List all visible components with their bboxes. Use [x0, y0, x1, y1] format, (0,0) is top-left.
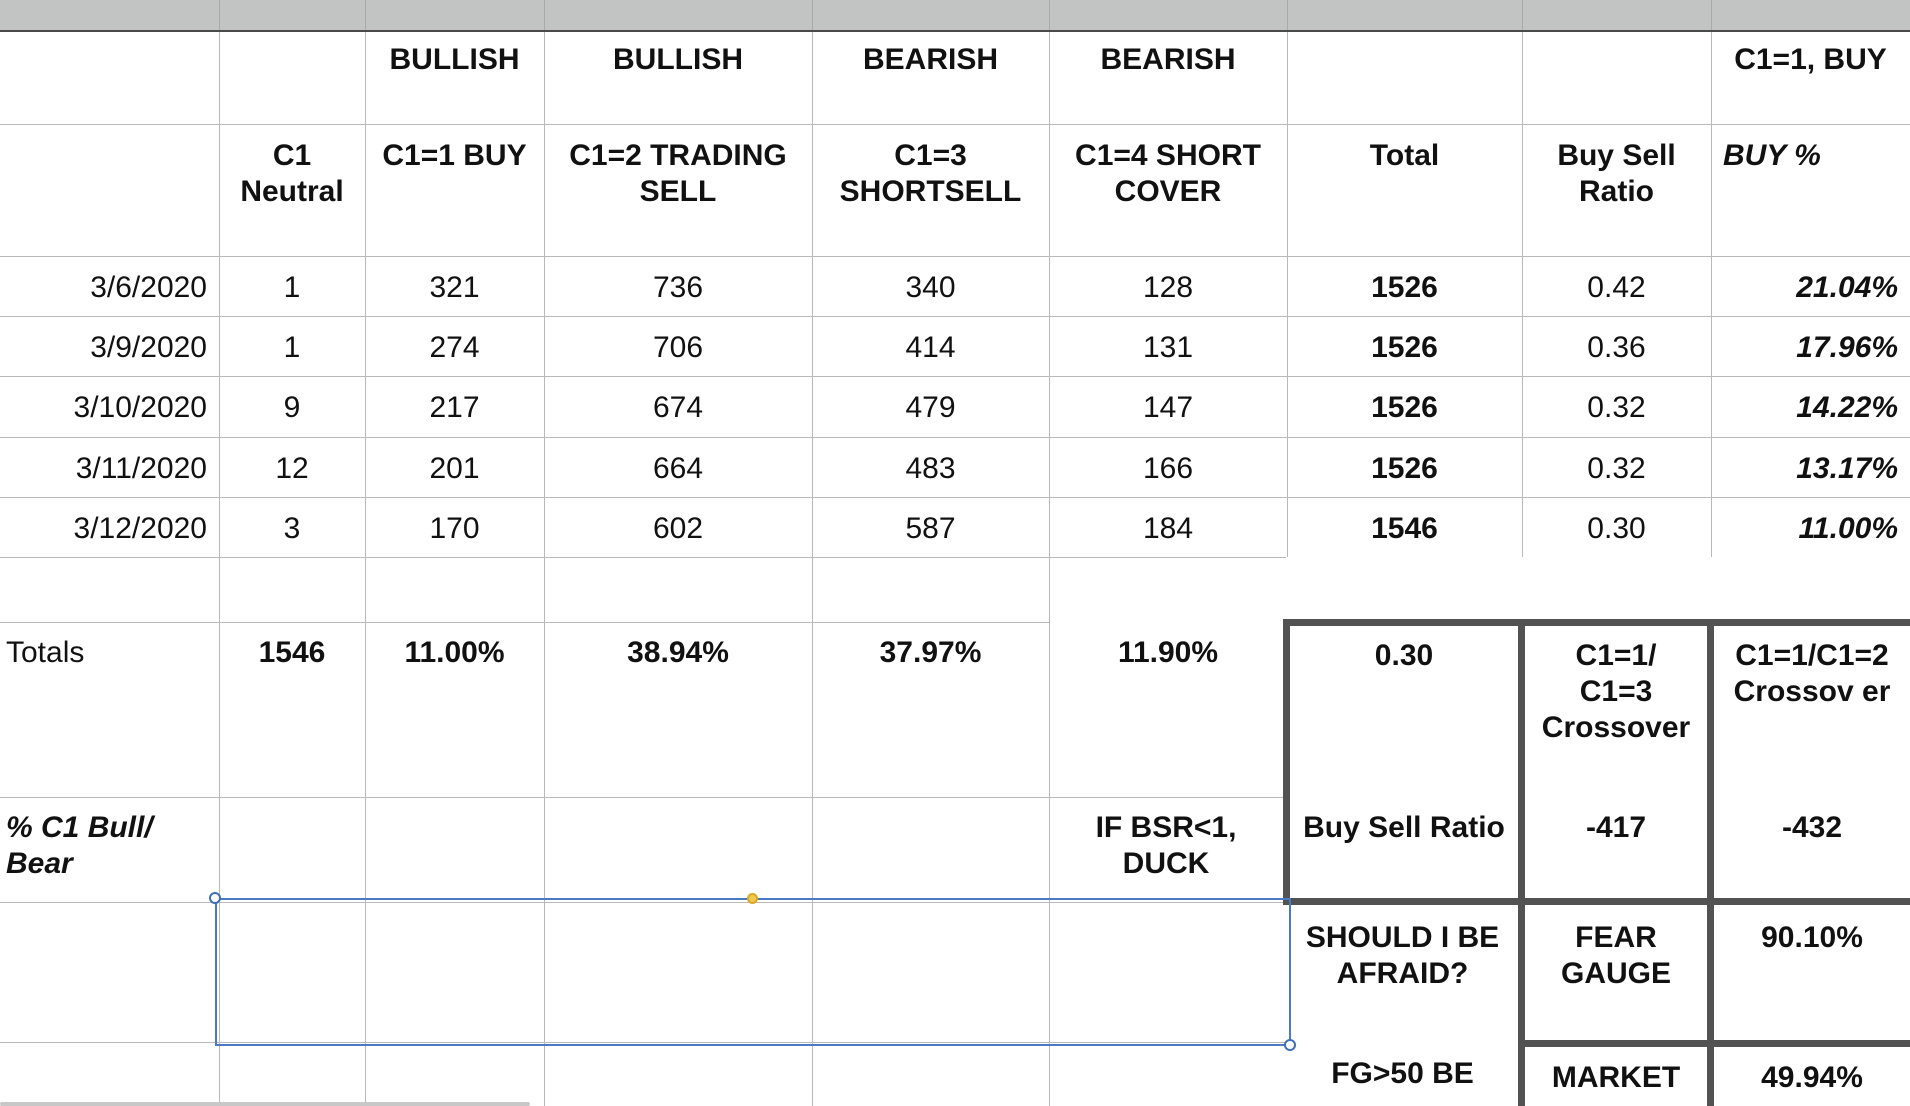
totals-trading-sell-pct[interactable]: 38.94% — [627, 636, 729, 669]
cell-buy[interactable]: 321 — [429, 271, 480, 304]
buy-sell-ratio-label[interactable]: Buy Sell Ratio — [1303, 811, 1505, 844]
column-separator[interactable] — [544, 0, 545, 30]
cell-short-cover[interactable]: 131 — [1142, 331, 1194, 364]
column-separator[interactable] — [365, 0, 366, 30]
cell-trading-sell[interactable]: 706 — [652, 331, 704, 364]
column-header-bar[interactable] — [0, 0, 1910, 32]
column-separator[interactable] — [812, 0, 813, 30]
header-bullish-1[interactable]: BULLISH — [389, 43, 520, 76]
cell-total[interactable]: 1546 — [1371, 512, 1438, 545]
cell-shortsell[interactable]: 414 — [905, 331, 956, 364]
cell-buy-pct[interactable]: 11.00% — [1798, 512, 1898, 545]
cell-short-cover[interactable]: 147 — [1142, 391, 1194, 424]
header-bullish-2[interactable]: BULLISH — [613, 43, 743, 76]
cell-ratio[interactable]: 0.32 — [1587, 452, 1646, 485]
cell-buy-pct[interactable]: 17.96% — [1796, 331, 1898, 364]
cell-shortsell[interactable]: 340 — [905, 271, 956, 304]
grid-line — [0, 557, 1286, 558]
header-bearish-2[interactable]: BEARISH — [1100, 43, 1236, 76]
cell-trading-sell[interactable]: 664 — [652, 452, 704, 485]
cell-ratio[interactable]: 0.32 — [1587, 391, 1646, 424]
cell-ratio[interactable]: 0.30 — [1587, 512, 1646, 545]
header-c1-neutral[interactable]: C1 Neutral — [240, 139, 344, 208]
header-c1-buy-count[interactable]: C1=1 BUY — [382, 139, 527, 172]
summary-ratio-value[interactable]: 0.30 — [1374, 639, 1434, 672]
cell-date[interactable]: 3/10/2020 — [73, 391, 207, 424]
grid-line — [0, 437, 1910, 438]
cell-neutral[interactable]: 3 — [283, 512, 301, 545]
totals-buy-pct[interactable]: 11.00% — [404, 636, 505, 669]
summary-border — [1283, 619, 1910, 626]
grid-line — [0, 256, 1910, 257]
cell-ratio[interactable]: 0.36 — [1587, 331, 1646, 364]
header-buy-pct[interactable]: BUY % — [1723, 139, 1821, 172]
cell-short-cover[interactable]: 166 — [1142, 452, 1194, 485]
cell-total[interactable]: 1526 — [1371, 391, 1438, 424]
summary-c1-c3-crossover-label[interactable]: C1=1/ C1=3 Crossover — [1541, 639, 1691, 744]
fear-gauge-value[interactable]: 90.10% — [1761, 921, 1863, 954]
selection-handle-top-middle[interactable] — [747, 893, 758, 904]
cell-neutral[interactable]: 9 — [283, 391, 301, 424]
summary-border — [1522, 1040, 1910, 1047]
fg-label[interactable]: FG>50 BE — [1331, 1057, 1474, 1090]
column-separator[interactable] — [1522, 0, 1523, 30]
totals-total[interactable]: 1546 — [258, 636, 326, 669]
summary-border — [1283, 619, 1290, 905]
summary-c1-c2-crossover-label[interactable]: C1=1/C1=2 Crossov er — [1733, 639, 1891, 708]
cell-short-cover[interactable]: 184 — [1142, 512, 1194, 545]
fear-gauge-label[interactable]: FEAR GAUGE — [1560, 921, 1671, 990]
grid-line — [0, 622, 1049, 623]
cell-neutral[interactable]: 12 — [275, 452, 309, 485]
summary-border — [1707, 619, 1714, 1106]
summary-border — [1518, 619, 1525, 1106]
market-label[interactable]: MARKET — [1551, 1061, 1681, 1094]
cell-short-cover[interactable]: 128 — [1142, 271, 1194, 304]
totals-label[interactable]: Totals — [6, 636, 85, 669]
cell-date[interactable]: 3/11/2020 — [75, 452, 207, 485]
cell-trading-sell[interactable]: 602 — [652, 512, 704, 545]
cell-date[interactable]: 3/9/2020 — [90, 331, 207, 364]
column-separator[interactable] — [219, 0, 220, 30]
grid-line — [0, 497, 1910, 498]
c1-c2-crossover-value[interactable]: -432 — [1781, 811, 1843, 844]
cell-ratio[interactable]: 0.42 — [1587, 271, 1646, 304]
cell-buy[interactable]: 170 — [429, 512, 480, 545]
column-separator[interactable] — [1287, 0, 1288, 30]
header-bearish-1[interactable]: BEARISH — [862, 43, 998, 76]
column-separator[interactable] — [1049, 0, 1050, 30]
cell-date[interactable]: 3/12/2020 — [73, 512, 207, 545]
selection-handle-bottom-right[interactable] — [1284, 1039, 1296, 1051]
grid-line — [0, 797, 1287, 798]
cell-neutral[interactable]: 1 — [283, 271, 301, 304]
afraid-label[interactable]: SHOULD I BE AFRAID? — [1305, 921, 1500, 990]
header-c1-trading-sell[interactable]: C1=2 TRADING SELL — [569, 139, 787, 208]
bull-bear-label[interactable]: % C1 Bull/ Bear — [6, 811, 153, 880]
cell-buy[interactable]: 217 — [429, 391, 480, 424]
cell-buy-pct[interactable]: 21.04% — [1796, 271, 1898, 304]
cell-neutral[interactable]: 1 — [283, 331, 301, 364]
header-c1-short-cover[interactable]: C1=4 SHORT COVER — [1075, 139, 1261, 208]
header-c1-buy[interactable]: C1=1, BUY — [1734, 43, 1887, 76]
cell-shortsell[interactable]: 479 — [905, 391, 956, 424]
cell-buy[interactable]: 201 — [429, 452, 480, 485]
cell-buy-pct[interactable]: 13.17% — [1796, 452, 1898, 485]
cell-date[interactable]: 3/6/2020 — [90, 271, 207, 304]
column-separator[interactable] — [1711, 0, 1712, 30]
cell-total[interactable]: 1526 — [1371, 331, 1438, 364]
c1-c3-crossover-value[interactable]: -417 — [1585, 811, 1647, 844]
cell-trading-sell[interactable]: 674 — [652, 391, 704, 424]
grid-line — [0, 124, 1910, 125]
cell-shortsell[interactable]: 587 — [905, 512, 956, 545]
grid-line — [0, 316, 1910, 317]
market-value[interactable]: 49.94% — [1761, 1061, 1863, 1094]
header-buy-sell-ratio[interactable]: Buy Sell Ratio — [1557, 139, 1676, 208]
cell-trading-sell[interactable]: 736 — [652, 271, 704, 304]
selection-handle-top-left[interactable] — [209, 892, 221, 904]
header-c1-shortsell[interactable]: C1=3 SHORTSELL — [839, 139, 1022, 208]
summary-border — [1283, 898, 1910, 905]
selection-rectangle[interactable] — [215, 898, 1291, 1046]
if-bsr-label[interactable]: IF BSR<1, DUCK — [1095, 811, 1237, 880]
cell-total[interactable]: 1526 — [1371, 271, 1438, 304]
cell-shortsell[interactable]: 483 — [905, 452, 956, 485]
grid-line — [0, 376, 1910, 377]
horizontal-scrollbar[interactable] — [0, 1102, 530, 1106]
cell-buy-pct[interactable]: 14.22% — [1796, 391, 1898, 424]
totals-shortsell-pct[interactable]: 37.97% — [879, 636, 982, 669]
header-total[interactable]: Total — [1369, 139, 1440, 172]
cell-buy[interactable]: 274 — [429, 331, 480, 364]
cell-total[interactable]: 1526 — [1371, 452, 1438, 485]
totals-short-cover-pct[interactable]: 11.90% — [1117, 636, 1219, 669]
